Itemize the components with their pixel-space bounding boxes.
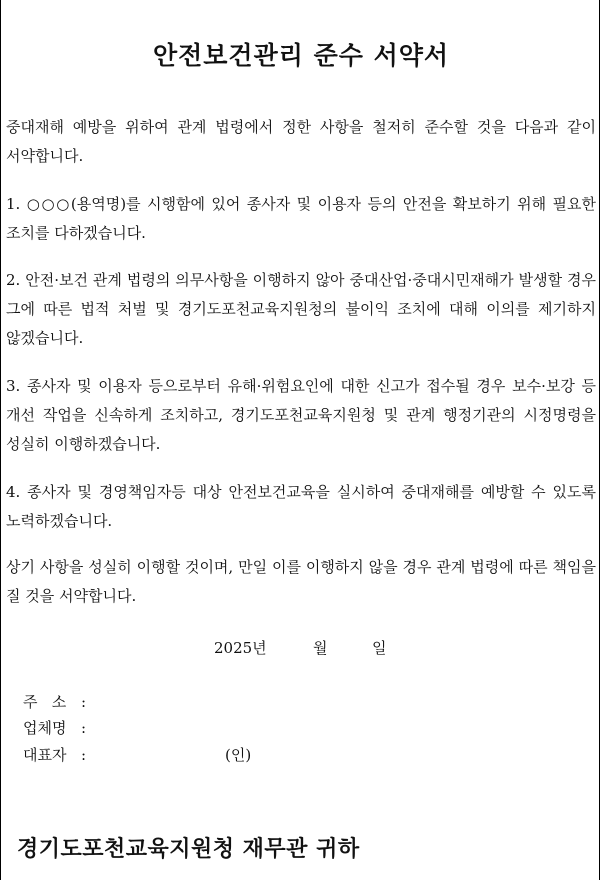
recipient-line: 경기도포천교육지원청 재무관 귀하 bbox=[17, 837, 360, 862]
document-title: 안전보건관리 준수 서약서 bbox=[152, 41, 450, 70]
pledge-item-1: 1. ○○○(용역명)를 시행함에 있어 종사자 및 이용자 등의 안전을 확보하기 위해 필요한 조치를 다하겠습니다. bbox=[6, 195, 596, 242]
company-colon: : bbox=[81, 719, 87, 737]
closing-paragraph: 상기 사항을 성실히 이행할 것이며, 만일 이를 이행하지 않을 경우 관계 법령에 따른 책임을 질 것을 서약합니다. bbox=[6, 558, 596, 605]
pledge-item-2: 2. 안전·보건 관계 법령의 의무사항을 이행하지 않아 중대산업·중대시민재해가 발생할 경우 그에 따른 법적 처벌 및 경기도포천교육지원청의 불이익 조치에 대해 이의를 제기하지 않겠습니다. bbox=[6, 271, 596, 347]
date-month: 월 bbox=[313, 639, 328, 657]
date-year: 2025년 bbox=[214, 639, 267, 657]
company-label: 업체명 bbox=[23, 719, 67, 737]
pledge-item-4: 4. 종사자 및 경영책임자등 대상 안전보건교육을 실시하여 중대재해를 예방할 수 있도록 노력하겠습니다. bbox=[6, 483, 596, 530]
company-row bbox=[23, 715, 583, 741]
address-row bbox=[23, 689, 583, 715]
intro-paragraph: 중대재해 예방을 위하여 관계 법령에서 정한 사항을 철저히 준수할 것을 다음과 같이 서약합니다. bbox=[6, 118, 596, 165]
address-colon: : bbox=[81, 693, 87, 711]
seal-mark: (인) bbox=[225, 746, 252, 764]
representative-row bbox=[23, 742, 583, 768]
representative-colon: : bbox=[81, 746, 87, 764]
pledge-item-3: 3. 종사자 및 이용자 등으로부터 유해·위험요인에 대한 신고가 접수될 경우 보수·보강 등 개선 작업을 신속하게 조치하고, 경기도포천교육지원청 및 관계 행정기관의 시정명령을 성실히 이행하겠습니다. bbox=[6, 377, 596, 453]
representative-label: 대표자 bbox=[23, 746, 67, 764]
date-day: 일 bbox=[372, 639, 387, 657]
address-label: 주 소 bbox=[23, 693, 67, 711]
